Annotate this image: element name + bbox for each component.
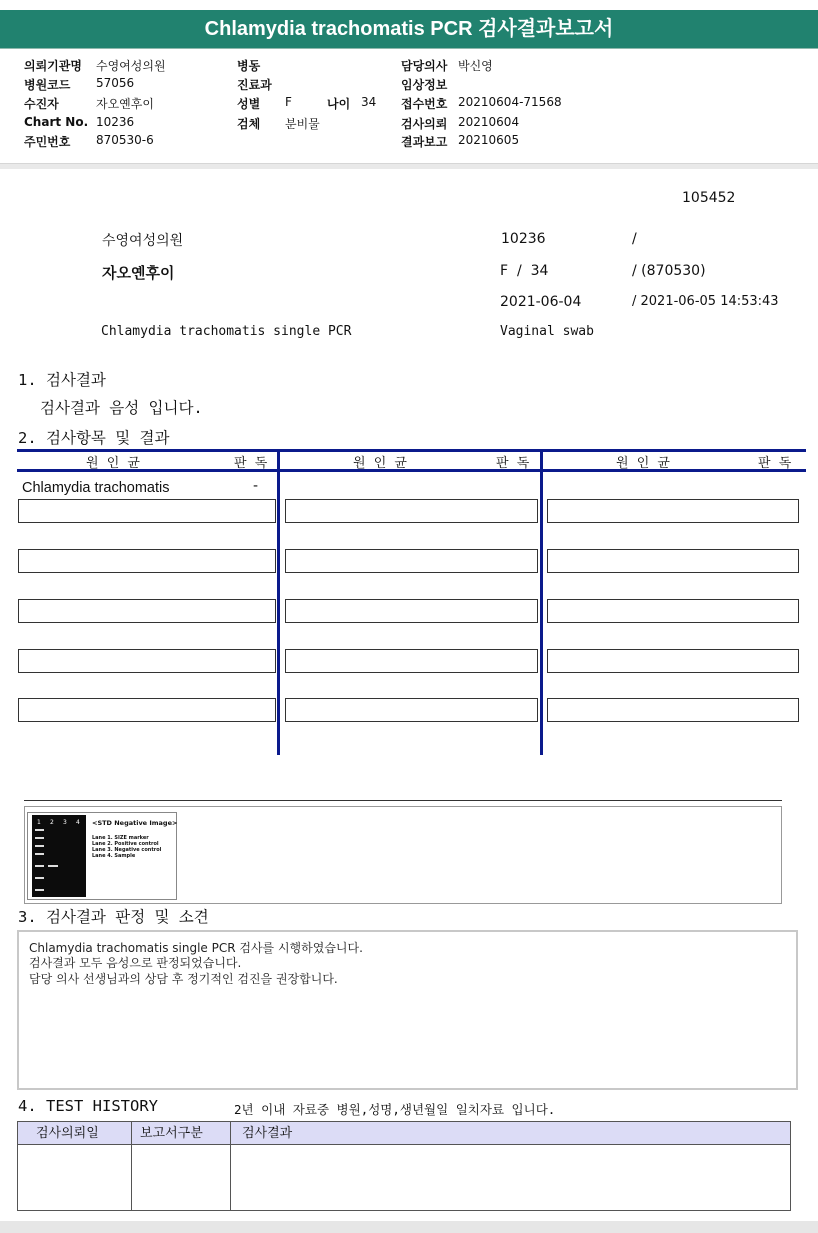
remark-line: 검사결과 모두 음성으로 판정되었습니다.	[29, 956, 242, 970]
section1-heading: 1. 검사결과	[18, 371, 106, 389]
history-table	[17, 1121, 791, 1211]
gel-title: <STD Negative Image>	[92, 819, 178, 827]
patient-label: 수진자	[24, 97, 59, 111]
pathogen-judgement: -	[253, 478, 259, 494]
code-value: 57056	[96, 76, 135, 90]
id-label: 주민번호	[24, 135, 71, 149]
col-pathogen-3: 원 인 균	[616, 456, 672, 471]
summary-slash: /	[632, 231, 637, 247]
summary-sex-age: F / 34	[500, 263, 549, 279]
chart-value: 10236	[96, 115, 135, 129]
request-value: 20210604	[458, 115, 520, 129]
col-judgement-1: 판 독	[234, 456, 270, 471]
hospital-label: 의뢰기관명	[24, 59, 82, 73]
specimen-label: 검체	[237, 117, 261, 131]
title-rule	[0, 48, 818, 49]
result-box	[547, 599, 799, 623]
report-title: Chlamydia trachomatis PCR 검사결과보고서	[0, 10, 818, 48]
summary-patient: 자오옌후이	[102, 264, 175, 282]
section3-heading: 3. 검사결과 판정 및 소견	[18, 908, 209, 926]
summary-hospital: 수영여성의원	[102, 233, 184, 249]
history-header	[18, 1122, 790, 1145]
sex-label: 성별	[237, 97, 261, 111]
section2-heading: 2. 검사항목 및 결과	[18, 429, 170, 447]
bottom-bar	[0, 1221, 818, 1233]
summary-test-name: Chlamydia trachomatis single PCR	[101, 324, 352, 339]
gel-band	[35, 853, 44, 855]
doctor-label: 담당의사	[401, 59, 448, 73]
lane-number: 4	[76, 819, 80, 826]
gel-band	[48, 865, 58, 867]
dept-label: 진료과	[237, 78, 272, 92]
gel-band	[35, 865, 44, 867]
code-label: 병원코드	[24, 78, 71, 92]
table-col-divider-2	[540, 449, 543, 755]
age-label: 나이	[327, 97, 351, 111]
clinical-label: 임상정보	[401, 78, 448, 92]
result-box	[547, 698, 799, 722]
result-box	[285, 698, 538, 722]
remark-line: 담당 의사 선생님과의 상담 후 정기적인 검진을 권장합니다.	[29, 972, 338, 986]
result-box	[285, 599, 538, 623]
ward-label: 병동	[237, 59, 261, 73]
result-box	[285, 649, 538, 673]
gel-band	[35, 837, 44, 839]
summary-birth: / (870530)	[632, 263, 706, 279]
report-number: 105452	[682, 190, 736, 206]
history-col-report-type: 보고서구분	[140, 1126, 203, 1141]
receipt-value: 20210604-71568	[458, 95, 562, 109]
col-judgement-2: 판 독	[496, 456, 532, 471]
gel-band	[35, 877, 44, 879]
result-box	[547, 549, 799, 573]
history-col-result: 검사결과	[242, 1126, 293, 1141]
gel-band	[35, 829, 44, 831]
receipt-label: 접수번호	[401, 97, 448, 111]
specimen-value: 분비물	[285, 117, 320, 131]
header-separator	[0, 163, 818, 169]
lane-number: 3	[63, 819, 67, 826]
pathogen-name: Chlamydia trachomatis	[22, 480, 170, 496]
col-judgement-3: 판 독	[758, 456, 794, 471]
history-note: 2년 이내 자료중 병원,성명,생년월일 일치자료 입니다.	[234, 1102, 556, 1117]
table-col-divider-1	[277, 449, 280, 755]
request-label: 검사의뢰	[401, 117, 448, 131]
lane-number: 1	[37, 819, 41, 826]
result-box	[547, 499, 799, 523]
col-pathogen-1: 원 인 균	[86, 456, 142, 471]
gel-image	[27, 812, 177, 900]
gel-lane-label: Lane 3. Negative control	[92, 847, 162, 853]
result-box	[18, 549, 276, 573]
summary-specimen: Vaginal swab	[500, 324, 594, 339]
image-top-rule	[24, 800, 782, 801]
section1-result: 검사결과 음성 입니다.	[40, 399, 203, 417]
section4-heading: 4. TEST HISTORY	[18, 1097, 158, 1115]
result-box	[285, 499, 538, 523]
gel-lane-label: Lane 4. Sample	[92, 853, 136, 859]
chart-label: Chart No.	[24, 115, 89, 129]
summary-report-datetime: / 2021-06-05 14:53:43	[632, 294, 779, 309]
gel-band	[35, 845, 44, 847]
gel-band	[35, 889, 44, 891]
history-col-divider	[131, 1122, 132, 1210]
result-box	[18, 698, 276, 722]
col-pathogen-2: 원 인 균	[353, 456, 409, 471]
result-box	[285, 549, 538, 573]
result-box	[18, 499, 276, 523]
report-label: 결과보고	[401, 135, 448, 149]
summary-request-date: 2021-06-04	[500, 294, 582, 310]
gel-lane-label: Lane 1. SIZE marker	[92, 835, 149, 841]
history-col-divider	[230, 1122, 231, 1210]
gel-lane-label: Lane 2. Positive control	[92, 841, 159, 847]
gel-lanes-image	[32, 815, 86, 897]
hospital-value: 수영여성의원	[96, 59, 166, 73]
lane-number: 2	[50, 819, 54, 826]
remark-line: Chlamydia trachomatis single PCR 검사를 시행하였습니다.	[29, 941, 363, 955]
result-box	[18, 599, 276, 623]
doctor-value: 박신영	[458, 59, 493, 73]
summary-chart-no: 10236	[501, 231, 546, 247]
age-value: 34	[361, 95, 377, 109]
result-box	[547, 649, 799, 673]
result-box	[18, 649, 276, 673]
history-col-request-date: 검사의뢰일	[36, 1126, 99, 1141]
remarks-box	[17, 930, 798, 1090]
sex-value: F	[285, 95, 292, 109]
patient-value: 자오옌후이	[96, 97, 154, 111]
id-value: 870530-6	[96, 133, 154, 147]
report-value: 20210605	[458, 133, 520, 147]
